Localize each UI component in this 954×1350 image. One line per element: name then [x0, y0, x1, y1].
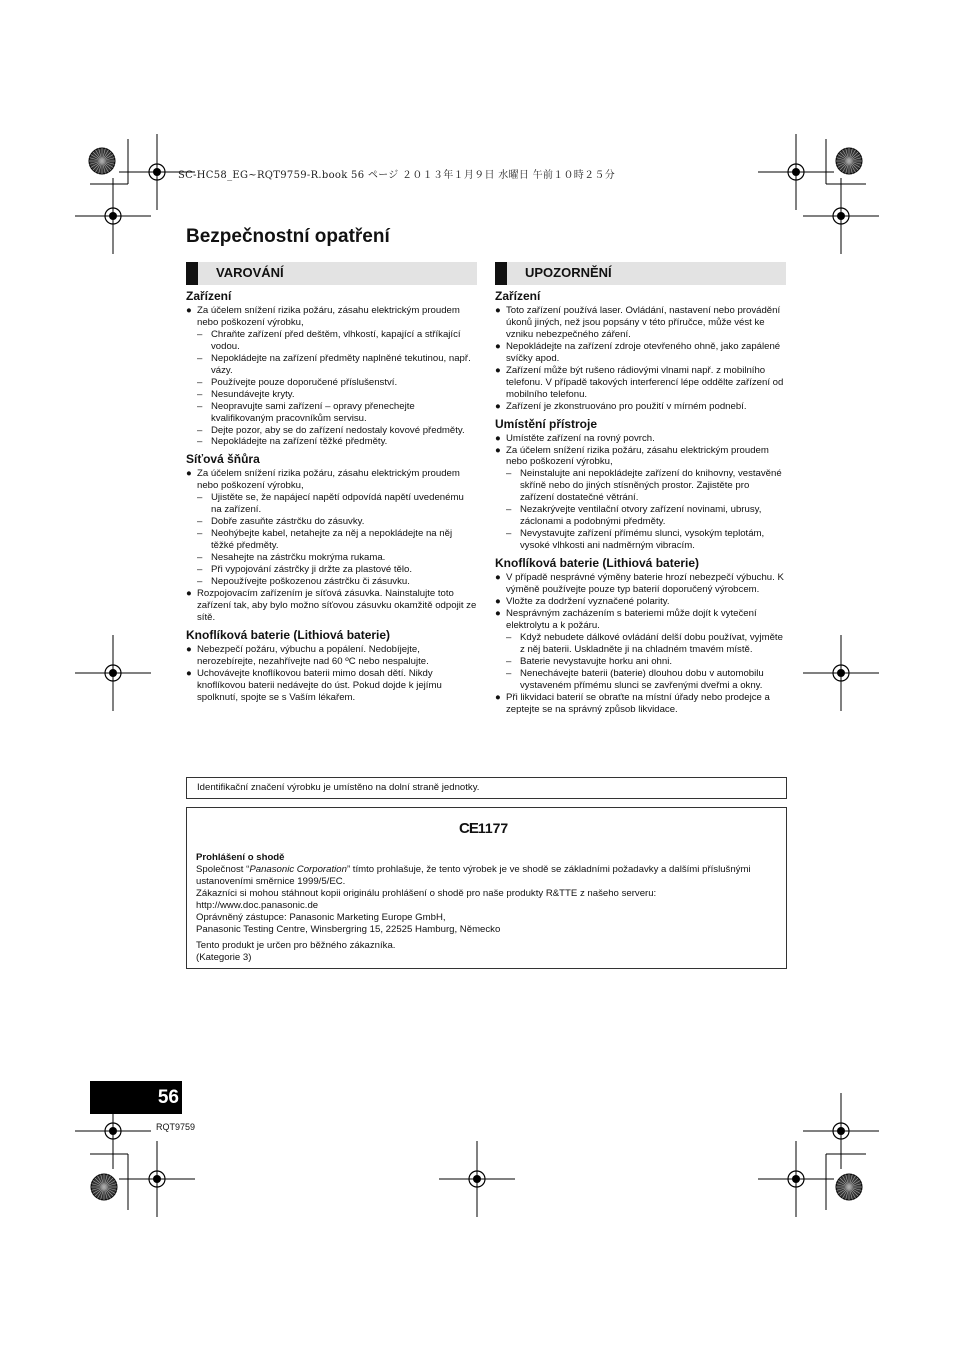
dash-item	[186, 377, 477, 389]
dash-item	[495, 632, 786, 656]
bullet-text: Nepokládejte na zařízení zdroje otevřeného ohně, jako zapálené svíčky apod.	[506, 340, 781, 364]
representative-address: Panasonic Testing Centre, Winsbergring 15, 22525 Hamburg, Německo	[196, 923, 501, 935]
bullet-text: Nebezpečí požáru, výbuchu a popálení. Nedobíjejte, nerozebírejte, nezahřívejte nad 60 ºC nebo nespalujte.	[197, 643, 429, 667]
declaration-suffix: ” tímto prohlašuje, že tento výrobek je ve shodě se základními požadavky a dalšími příslušnými ustanoveními směrnice 1999/5/EC.	[196, 864, 751, 887]
crosshair-icon	[153, 1175, 161, 1183]
dash-icon: –	[197, 552, 203, 564]
dash-icon: –	[197, 424, 203, 436]
bullet-text: Zařízení je zkonstruováno pro použití v mírném podnebí.	[506, 400, 747, 412]
dash-text: Neopravujte sami zařízení – opravy přenechejte kvalifikovaným pracovníkům servisu.	[211, 400, 415, 424]
dash-icon: –	[197, 564, 203, 576]
declaration-text	[196, 864, 771, 936]
dash-icon: –	[197, 436, 203, 448]
bullet-item	[186, 668, 477, 704]
bullet-text: V případě nesprávné výměny baterie hrozí nebezpečí výbuchu. K výměně používejte pouze typ baterií doporučený výrobcem.	[506, 572, 784, 596]
crosshair-icon	[837, 669, 845, 677]
bullet-text: Umístěte zařízení na rovný povrch.	[506, 432, 655, 444]
dash-text: Používejte pouze doporučené příslušenství.	[211, 376, 398, 388]
bullet-icon: ●	[495, 607, 501, 619]
bullet-icon: ●	[186, 587, 192, 599]
caution-column	[495, 262, 786, 716]
dash-item	[186, 516, 477, 528]
dash-text: Nesahejte na zástrčku mokrýma rukama.	[211, 552, 386, 564]
ce-number: 1177	[477, 820, 509, 836]
print-header: SC-HC58_EG~RQT9759-R.book 56 ページ ２０１３年１月９日 水曜日 午前１０時２５分	[178, 170, 615, 181]
dash-item	[186, 492, 477, 516]
section-marker	[186, 262, 198, 285]
ce-symbol: CE	[459, 820, 478, 837]
warning-header-label: VAROVÁNÍ	[216, 265, 284, 280]
bullet-item	[186, 468, 477, 492]
bullet-text: Zařízení může být rušeno rádiovými vlnami např. z mobilního telefonu. V případě takových interferencí lépe oddělte zařízení od mobilního telefonu.	[506, 364, 784, 400]
crosshair-icon	[109, 212, 117, 220]
bullet-text: Za účelem snížení rizika požáru, zásahu elektrickým proudem nebo poškození výrobku,	[197, 468, 460, 492]
bullet-icon: ●	[495, 340, 501, 352]
company-name: Panasonic Corporation	[249, 864, 347, 875]
dash-item	[186, 528, 477, 552]
section-heading: Umístění přístroje	[495, 416, 598, 431]
bullet-item	[495, 608, 786, 632]
document-code: RQT9759	[156, 1122, 196, 1132]
section-heading: Zařízení	[495, 289, 541, 303]
dash-icon: –	[506, 504, 512, 516]
bullet-icon: ●	[186, 667, 192, 679]
bullet-item	[495, 433, 786, 445]
declaration-line1	[196, 864, 771, 888]
dash-icon: –	[197, 388, 203, 400]
dash-item	[186, 564, 477, 576]
bullet-icon: ●	[495, 691, 501, 703]
section-heading: Knoflíková baterie (Lithiová baterie)	[495, 556, 700, 571]
bullet-icon: ●	[495, 432, 501, 444]
crosshair-icon	[837, 1127, 845, 1135]
bullet-icon: ●	[186, 305, 192, 316]
dash-icon: –	[197, 492, 203, 504]
dash-icon: –	[506, 631, 512, 643]
bullet-item	[495, 596, 786, 608]
dash-icon: –	[506, 468, 512, 480]
dash-item	[186, 401, 477, 425]
bullet-icon: ●	[495, 572, 501, 584]
dash-icon: –	[197, 528, 203, 540]
dash-item	[186, 552, 477, 564]
bullet-icon: ●	[186, 468, 192, 480]
caution-body	[495, 289, 786, 716]
dash-item	[495, 668, 786, 692]
dash-text: Baterie nevystavujte horku ani ohni.	[520, 655, 672, 667]
declaration-line2: Zákazníci si mohou stáhnout kopii originálu prohlášení o shodě pro naše produkty R&TTE z našeho serveru:	[196, 887, 657, 899]
section-heading: Zařízení	[186, 289, 232, 303]
identification-note: Identifikační značení výrobku je umístěno na dolní straně jednotky.	[197, 782, 480, 793]
bullet-icon: ●	[495, 400, 501, 412]
dash-icon: –	[197, 576, 203, 588]
dash-text: Dobře zasuňte zástrčku do zásuvky.	[211, 516, 365, 528]
bullet-text: Toto zařízení používá laser. Ovládání, nastavení nebo provádění úkonů jiných, než jsou popsány v této příručce, může vést ke vzniku nebezpečného záření.	[506, 305, 781, 340]
warning-column	[186, 262, 477, 704]
dash-text: Když nebudete dálkové ovládání delší dobu používat, vyjměte z něj baterii. Uskladněte ji na chladném tmavém místě.	[520, 631, 783, 655]
section-heading: Knoflíková baterie (Lithiová baterie)	[186, 627, 391, 642]
dash-text: Nepokládejte na zařízení předměty naplněné tekutinou, např. vázy.	[211, 352, 471, 376]
dash-item	[495, 656, 786, 668]
authorized-representative: Oprávněný zástupce: Panasonic Marketing Europe GmbH,	[196, 911, 446, 923]
bullet-icon: ●	[495, 364, 501, 376]
declaration-footer	[196, 940, 771, 964]
bullet-icon: ●	[495, 596, 501, 608]
bullet-item	[495, 365, 786, 401]
dash-text: Nesundávejte kryty.	[211, 388, 295, 400]
dash-icon: –	[197, 328, 203, 340]
dash-text: Nezakrývejte ventilační otvory zařízení novinami, ubrusy, záclonami a podobnými předměty.	[520, 504, 762, 528]
declaration-url: http://www.doc.panasonic.de	[196, 899, 319, 911]
bullet-item	[186, 644, 477, 668]
page-number: 56	[157, 1087, 179, 1108]
caution-header-label: UPOZORNĚNÍ	[525, 265, 612, 280]
identification-box	[186, 777, 787, 799]
crosshair-icon	[473, 1175, 481, 1183]
bullet-item	[186, 305, 477, 329]
crosshair-icon	[792, 168, 800, 176]
warning-body	[186, 289, 477, 704]
dash-item	[186, 425, 477, 437]
bullet-item	[495, 341, 786, 365]
dash-item	[495, 504, 786, 528]
dash-icon: –	[506, 655, 512, 667]
dash-text: Nenechávejte baterii (baterie) dlouhou dobu v automobilu vystaveném přímému slunci se zavřenými dveřmi a okny.	[520, 667, 764, 691]
section-marker	[495, 262, 507, 285]
ce-mark	[459, 820, 508, 837]
dash-icon: –	[506, 667, 512, 679]
bullet-text: Nesprávným zacházením s bateriemi může dojít k vytečení elektrolytu a k požáru.	[506, 607, 757, 631]
dash-text: Nepoužívejte poškozenou zástrčku či zásuvku.	[211, 576, 410, 588]
dash-icon: –	[197, 516, 203, 528]
crosshair-icon	[109, 1127, 117, 1135]
dash-icon: –	[197, 352, 203, 364]
dash-text: Při vypojování zástrčky ji držte za plastové tělo.	[211, 564, 413, 576]
bullet-text: Za účelem snížení rizika požáru, zásahu elektrickým proudem nebo poškození výrobku,	[506, 444, 769, 468]
bullet-item	[495, 401, 786, 413]
section-heading: Síťová šňůra	[186, 452, 260, 467]
crosshair-icon	[837, 212, 845, 220]
dash-item	[186, 353, 477, 377]
dash-text: Chraňte zařízení před deštěm, vlhkostí, kapající a stříkající vodou.	[211, 328, 461, 352]
dash-item	[495, 468, 786, 504]
dash-text: Nevystavujte zařízení přímému slunci, vysokým teplotám, vysoké vlhkosti ani nadměrným vibracím.	[520, 528, 765, 552]
bullet-item	[495, 445, 786, 469]
bullet-icon: ●	[495, 444, 501, 456]
dash-icon: –	[197, 376, 203, 388]
consumer-note: Tento produkt je určen pro běžného zákazníka.	[196, 940, 396, 951]
caution-header	[495, 262, 786, 285]
page-title: Bezpečnostní opatření	[186, 226, 390, 247]
dash-item	[186, 436, 477, 448]
bullet-item	[186, 588, 477, 624]
bullet-text: Vložte za dodržení vyznačené polarity.	[506, 596, 670, 608]
declaration-prefix: Společnost “	[196, 864, 250, 875]
dash-text: Ujistěte se, že napájecí napětí odpovídá napětí uvedenému na zařízení.	[211, 492, 464, 516]
bullet-icon: ●	[495, 305, 501, 316]
crosshair-icon	[109, 669, 117, 677]
dash-text: Dejte pozor, aby se do zařízení nedostaly kovové předměty.	[211, 424, 465, 436]
dash-icon: –	[506, 528, 512, 540]
bullet-text: Za účelem snížení rizika požáru, zásahu elektrickým proudem nebo poškození výrobku,	[197, 305, 460, 328]
dash-text: Nepokládejte na zařízení těžké předměty.	[211, 436, 388, 448]
bullet-text: Při likvidaci baterií se obraťte na místní úřady nebo prodejce a zeptejte se na správný způsob likvidace.	[506, 691, 770, 715]
dash-item	[186, 389, 477, 401]
dash-item	[186, 576, 477, 588]
category-note: (Kategorie 3)	[196, 951, 252, 963]
dash-item	[186, 329, 477, 353]
crosshair-icon	[153, 168, 161, 176]
page-number-tab	[90, 1081, 182, 1114]
dash-item	[495, 528, 786, 552]
bullet-item	[495, 692, 786, 716]
declaration-heading: Prohlášení o shodě	[196, 852, 285, 863]
dash-text: Neinstalujte ani nepokládejte zařízení do knihovny, vestavěné skříně nebo do jiných stísněných prostor. Zajistěte pro zařízení dostatečné větrání.	[520, 468, 782, 504]
bullet-item	[495, 572, 786, 596]
bullet-text: Rozpojovacím zařízením je síťová zásuvka. Nainstalujte toto zařízení tak, aby bylo možno síťovou zásuvku okamžitě odpojit ze sítě.	[197, 587, 477, 623]
dash-text: Neohýbejte kabel, netahejte za něj a nepokládejte na něj těžké předměty.	[211, 528, 453, 552]
crosshair-icon	[792, 1175, 800, 1183]
dash-icon: –	[197, 400, 203, 412]
warning-header	[186, 262, 477, 285]
bullet-item	[495, 305, 786, 341]
declaration-box	[186, 807, 787, 969]
bullet-text: Uchovávejte knoflíkovou baterii mimo dosah dětí. Nikdy knoflíkovou baterii nedávejte do úst. Pokud dojde k jejímu spolknutí, spojte se s Vaším lékařem.	[197, 667, 442, 703]
bullet-icon: ●	[186, 643, 192, 655]
